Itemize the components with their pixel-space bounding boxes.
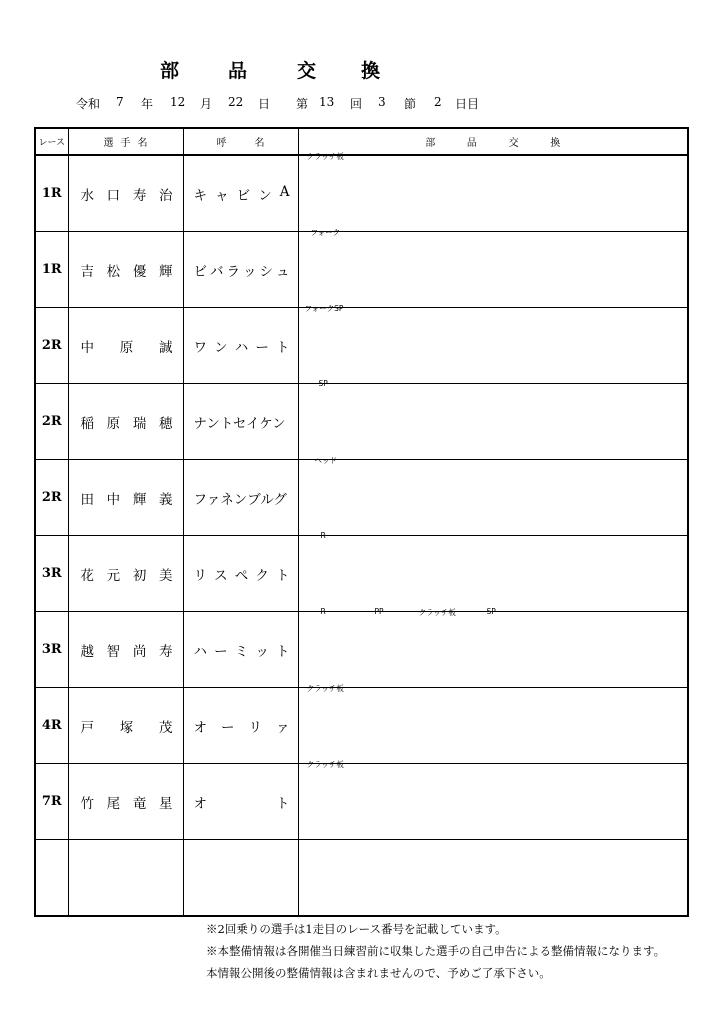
parts-list <box>298 684 688 764</box>
rider-name-char: 優 <box>132 263 147 280</box>
parts-list <box>298 379 688 460</box>
race-number: 3R <box>35 536 68 612</box>
note-line: ※本整備情報は各開催当日練習前に収集した選手の自己申告による整備情報になります。 <box>206 944 666 958</box>
table-row <box>35 612 688 688</box>
title-char: 部 <box>160 60 180 82</box>
rider-name-char: 瑞 <box>132 415 147 432</box>
rider-callname-char: ラ <box>226 263 240 280</box>
rider-name-char: 寿 <box>158 643 173 660</box>
rider-callname-char: ビ <box>236 187 251 204</box>
parts-list <box>298 228 688 308</box>
part-item: クラッチ板 <box>306 684 344 693</box>
rider-callname-char: ペ <box>234 567 249 584</box>
rider-name-char: 初 <box>132 567 147 584</box>
part-item: フォーク <box>310 228 341 237</box>
rider-name-char: 越 <box>80 643 94 660</box>
rider-name-char: 美 <box>158 567 173 584</box>
rider-callname-char: ァ <box>276 719 290 736</box>
rider-callname-char: シ <box>259 263 273 280</box>
rider-callname-char: ワ <box>193 339 207 356</box>
parts-list <box>298 152 688 232</box>
rider-name-char: 田 <box>80 491 94 508</box>
header-char: 選 <box>103 138 114 149</box>
table-row <box>35 536 688 612</box>
rider-name <box>68 155 183 232</box>
header-rider-name <box>68 128 183 155</box>
race-number: 2R <box>35 384 68 460</box>
rider-name-char: 智 <box>106 643 121 660</box>
rider-name <box>68 232 183 308</box>
title-char: 交 <box>297 60 317 82</box>
day: 22 <box>228 95 244 109</box>
rider-name-char: 戸 <box>80 719 94 736</box>
rider-callname-char: ハ <box>234 339 249 356</box>
rider-name-char: 水 <box>80 187 94 204</box>
rider-callname-char: ビ <box>193 263 207 280</box>
note-line: 本情報公開後の整備情報は含まれませんので、予めご了承下さい。 <box>206 966 551 980</box>
rider-callname-char: ー <box>255 339 269 356</box>
rider-name-char: 中 <box>106 491 121 508</box>
race-number: 3R <box>35 612 68 688</box>
rider-name-char: 茂 <box>159 719 173 736</box>
rider-name-char: 穂 <box>158 415 173 432</box>
rider-callname-char: リ <box>193 567 207 584</box>
rider-name-char: 誠 <box>159 339 173 356</box>
rider-name-char: 尾 <box>106 795 121 812</box>
header-callname <box>183 128 298 155</box>
header-parts-exchange <box>298 128 688 155</box>
rider-callname-char: ュ <box>276 263 290 280</box>
rider-callname-char: ク <box>255 567 269 584</box>
rider-name-char: 口 <box>106 187 121 204</box>
rider-name-char: 輝 <box>158 263 173 280</box>
header-char: 部 <box>425 138 436 149</box>
rider-name <box>68 688 183 764</box>
parts-list <box>298 456 688 536</box>
part-item: クラッチ板 <box>418 608 456 617</box>
year: 7 <box>116 95 124 109</box>
rider-name-char: 松 <box>106 263 121 280</box>
table-row <box>35 155 688 232</box>
setsu-unit: 節 <box>404 97 417 111</box>
rider-callname-char: ト <box>276 567 290 584</box>
part-item: クラッチ板 <box>306 152 344 161</box>
table-row <box>35 384 688 460</box>
rider-callname <box>183 764 298 840</box>
header-char: 呼 <box>216 138 227 149</box>
setsu: 3 <box>378 95 386 109</box>
table-row <box>35 688 688 764</box>
table-row <box>35 840 688 917</box>
kai: 13 <box>319 95 335 109</box>
rider-callname-char: ナントセイケン <box>193 415 286 432</box>
parts-list <box>298 607 688 688</box>
rider-name-char: 寿 <box>132 187 147 204</box>
part-item: ヘッド <box>314 456 337 465</box>
rider-callname <box>183 612 298 688</box>
rider-callname <box>183 460 298 536</box>
table-header-row <box>35 128 688 155</box>
rider-callname <box>183 688 298 764</box>
part-item: R <box>320 531 326 540</box>
rider-callname <box>183 308 298 384</box>
rider-name-char: 原 <box>106 415 121 432</box>
header-char: 名 <box>254 138 265 149</box>
rider-name-char: 稲 <box>80 415 94 432</box>
rider-name-char: 原 <box>119 339 134 356</box>
month: 12 <box>170 95 186 109</box>
era: 令和 <box>76 97 101 111</box>
race-number: 7R <box>35 764 68 840</box>
rider-callname <box>183 384 298 460</box>
rider-callname-char: ン <box>258 187 272 204</box>
rider-callname-char: オ <box>193 795 207 812</box>
rider-name-char: 義 <box>158 491 173 508</box>
month-unit: 月 <box>200 97 213 111</box>
rider-callname-char: ス <box>214 567 228 584</box>
parts-list <box>298 840 688 917</box>
rider-callname-char: ト <box>276 795 290 812</box>
rider-callname-char: ー <box>221 719 235 736</box>
rider-name <box>68 308 183 384</box>
parts-exchange-table <box>34 127 689 917</box>
nichime: 2 <box>434 95 442 109</box>
table-row <box>35 460 688 536</box>
race-number: 1R <box>35 232 68 308</box>
rider-callname <box>183 536 298 612</box>
rider-callname-char: ッ <box>243 263 257 280</box>
rider-name <box>68 536 183 612</box>
footer-notes <box>206 918 665 984</box>
header-char: 交 <box>508 138 519 149</box>
part-item: R <box>320 607 326 616</box>
rider-name-char: 星 <box>158 795 173 812</box>
race-number: 4R <box>35 688 68 764</box>
header-char: 名 <box>137 138 148 149</box>
part-item: SP <box>318 379 328 388</box>
rider-callname-char: ャ <box>215 187 229 204</box>
rider-name <box>68 840 183 917</box>
rider-name <box>68 764 183 840</box>
parts-list <box>298 304 688 384</box>
kai-prefix: 第 <box>296 97 309 111</box>
part-item: PP <box>374 607 384 616</box>
part-item: フォークSP <box>304 304 344 313</box>
rider-callname-char: ミ <box>234 643 249 660</box>
rider-name-char: 輝 <box>132 491 147 508</box>
parts-list <box>298 531 688 612</box>
day-unit: 日 <box>258 97 271 111</box>
rider-callname <box>183 840 298 917</box>
header-char: 換 <box>550 138 561 149</box>
rider-callname-char: ン <box>214 339 228 356</box>
part-item: クラッチ板 <box>306 760 344 769</box>
rider-name <box>68 460 183 536</box>
header-char: 品 <box>466 138 477 149</box>
header-race: レース <box>35 128 68 155</box>
rider-callname-char: キ <box>193 187 207 204</box>
rider-name-char: 治 <box>158 187 173 204</box>
rider-callname <box>183 155 298 232</box>
rider-name-char: 花 <box>80 567 94 584</box>
note-line: ※2回乗りの選手は1走目のレース番号を記載しています。 <box>206 922 507 936</box>
title-char: 品 <box>228 60 248 82</box>
rider-name-char: 竹 <box>80 795 94 812</box>
rider-callname <box>183 232 298 308</box>
rider-name <box>68 384 183 460</box>
rider-name-char: 尚 <box>132 643 147 660</box>
header-char: 手 <box>120 138 131 149</box>
rider-callname-char: ー <box>214 643 228 660</box>
rider-callname-char: バ <box>210 263 224 280</box>
rider-callname-char: A <box>279 183 290 200</box>
race-number: 1R <box>35 155 68 232</box>
rider-name-char: 吉 <box>80 263 94 280</box>
rider-name <box>68 612 183 688</box>
year-unit: 年 <box>141 97 154 111</box>
race-number: 2R <box>35 460 68 536</box>
table-row <box>35 308 688 384</box>
parts-list <box>298 760 688 840</box>
race-number: 2R <box>35 308 68 384</box>
table-row <box>35 232 688 308</box>
rider-name-char: 竜 <box>132 795 147 812</box>
rider-callname-char: ハ <box>193 643 207 660</box>
kai-unit: 回 <box>350 97 363 111</box>
rider-callname-char: ト <box>276 643 290 660</box>
rider-callname-char: ト <box>276 339 290 356</box>
rider-callname-char: オ <box>193 719 207 736</box>
meeting-date-line <box>0 95 720 111</box>
rider-callname-char: ッ <box>255 643 269 660</box>
part-item: SP <box>486 607 496 616</box>
rider-callname-char: リ <box>248 719 262 736</box>
rider-callname-char: ファネンブルグ <box>193 491 287 508</box>
table-row <box>35 764 688 840</box>
rider-name-char: 中 <box>80 339 94 356</box>
rider-name-char: 元 <box>106 567 121 584</box>
rider-name-char: 塚 <box>119 719 134 736</box>
nichime-unit: 日目 <box>455 97 480 111</box>
title-char: 換 <box>361 60 381 82</box>
race-number <box>35 840 68 917</box>
